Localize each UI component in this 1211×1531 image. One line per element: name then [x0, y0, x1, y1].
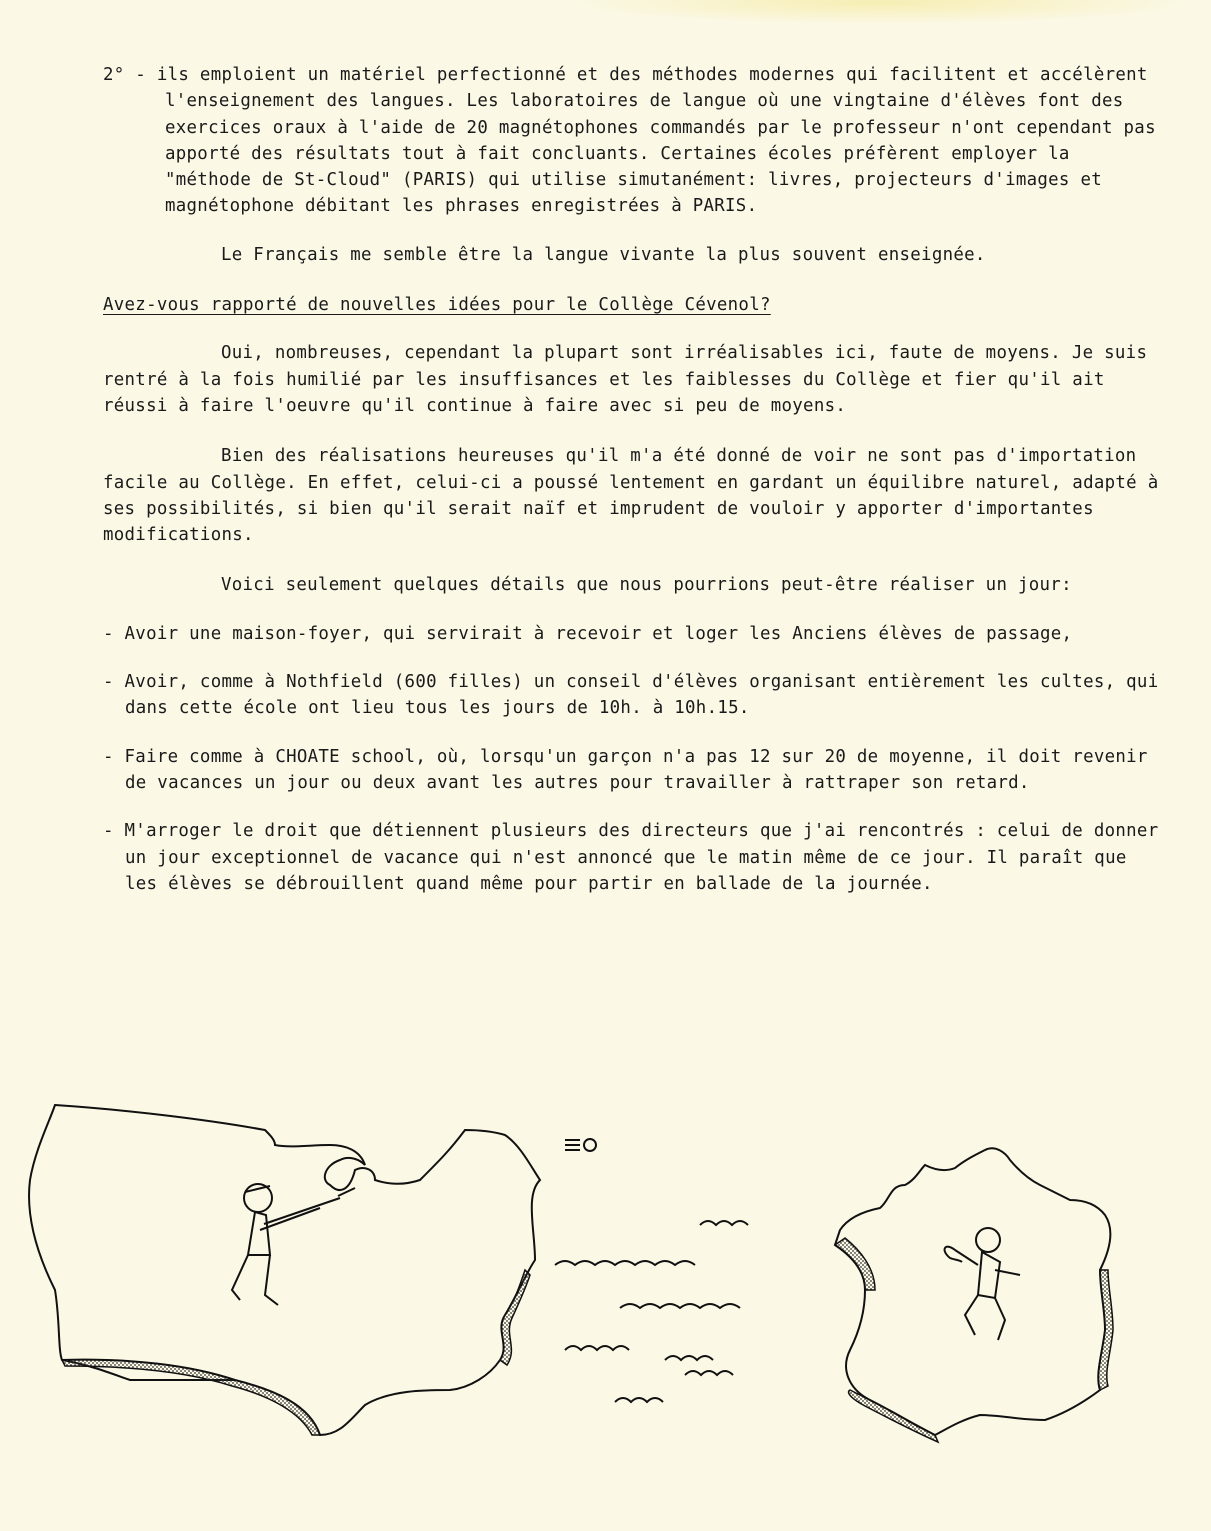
france-map-drawing [835, 1148, 1110, 1435]
cartoon-illustration [20, 1090, 1140, 1450]
document-body [103, 62, 1170, 897]
france-map-shading [835, 1238, 875, 1290]
ocean-waves-drawing [555, 1221, 748, 1402]
france-map-shading [1098, 1270, 1113, 1390]
paragraph-oui: Oui, nombreuses, cependant la plupart sont irréalisables ici, faute de moyens. Je suis rentré à la fois humilié par les insuffisances et les faiblesses du Collège et fier qu'il ait réussi à faire l'oeuvre qu'il continue à faire avec si peu de moyens. [103, 343, 1159, 416]
section-question-heading: Avez-vous rapporté de nouvelles idées pour le Collège Cévenol? [103, 295, 771, 316]
list-item: - Faire comme à CHOATE school, où, lorsqu'un garçon n'a pas 12 sur 20 de moyenne, il doit revenir de vacances un jour ou deux avant les autres pour travailler à rattraper son retard. [103, 746, 1159, 793]
paragraph-voici: Voici seulement quelques détails que nous pourrions peut-être réaliser un jour: [221, 575, 1072, 596]
paper-stain [560, 0, 1200, 25]
artist-signature [565, 1139, 596, 1151]
list-item: - Avoir une maison-foyer, qui servirait à recevoir et loger les Anciens élèves de passage, [103, 623, 1073, 644]
paragraph-bien: Bien des réalisations heureuses qu'il m'a été donné de voir ne sont pas d'importation facile au Collège. En effet, celui-ci a poussé lentement en gardant un équilibre naturel, adapté à ses possibilités, si bien qu'il serait naïf et imprudent de vouloir y apporter d'importantes modifications. [103, 446, 1170, 546]
paragraph-point-2: 2° - ils emploient un matériel perfectionné et des méthodes modernes qui facilitent et accélèrent l'enseignement des langues. Les laboratoires de langue où une vingtaine d'élèves font des exercices oraux à l'aide de 20 magnétophones commandés par le professeur n'ont cependant pas apporté des résultats tout à fait concluants. Certaines écoles préfèrent employer la "méthode de St-Cloud" (PARIS) qui utilise simutanément: livres, projecteurs d'images et magnétophone débitant les phrases enregistrées à PARIS. [103, 65, 1167, 217]
usa-map-drawing [29, 1105, 540, 1435]
france-map-shading [849, 1390, 938, 1442]
usa-map-shading [500, 1270, 530, 1365]
list-item: - Avoir, comme à Nothfield (600 filles) un conseil d'élèves organisant entièrement les cultes, qui dans cette école ont lieu tous les jours de 10h. à 10h.15. [103, 672, 1170, 719]
list-item: - M'arroger le droit que détiennent plusieurs des directeurs que j'ai rencontrés : celui de donner un jour exceptionnel de vacance qui n'est annoncé que le matin même de ce jour. Il paraît que les élèves se débrouillent quand même pour partir en ballade de la journée. [103, 821, 1170, 894]
paragraph-francais: Le Français me semble être la langue vivante la plus souvent enseignée. [221, 244, 986, 265]
